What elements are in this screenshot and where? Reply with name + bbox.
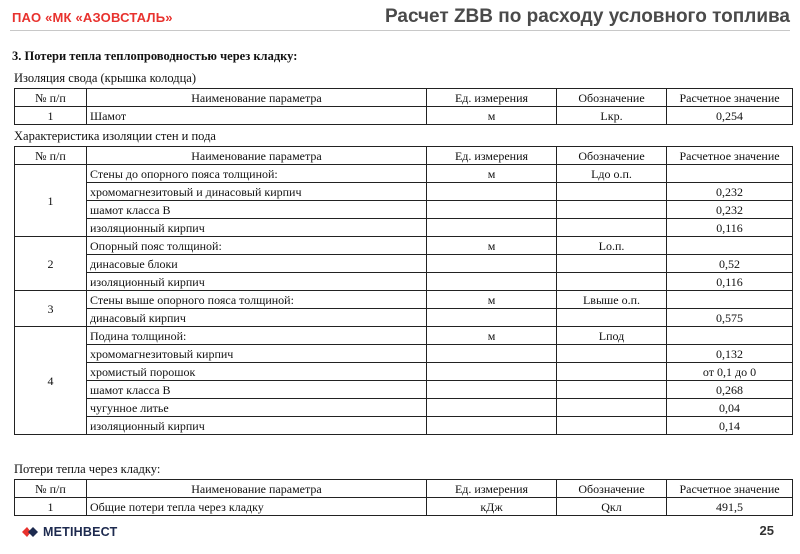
table3-caption: Потери тепла через кладку: [14, 462, 161, 476]
table-row [15, 273, 793, 291]
param-name: шамот класса В [87, 201, 427, 219]
param-symbol: Qкл [557, 498, 667, 516]
param-value: 0,232 [667, 183, 793, 201]
table-row [15, 183, 793, 201]
param-unit [427, 345, 557, 363]
param-symbol: Lо.п. [557, 237, 667, 255]
param-symbol [557, 201, 667, 219]
col-header-value: Расчетное значение [667, 147, 793, 165]
table-row [15, 291, 793, 309]
col-header-unit: Ед. измерения [427, 480, 557, 498]
param-unit: м [427, 165, 557, 183]
company-name: ПАО «МК «АЗОВСТАЛЬ» [12, 10, 173, 25]
param-value [667, 291, 793, 309]
header-row [15, 89, 793, 107]
param-value: от 0,1 до 0 [667, 363, 793, 381]
param-unit [427, 363, 557, 381]
col-header-symbol: Обозначение [557, 480, 667, 498]
param-name: Подина толщиной: [87, 327, 427, 345]
param-unit [427, 381, 557, 399]
table-row [15, 165, 793, 183]
param-value: 0,575 [667, 309, 793, 327]
col-header-symbol: Обозначение [557, 147, 667, 165]
group-num: 4 [15, 327, 87, 435]
group-num: 2 [15, 237, 87, 291]
param-symbol [557, 363, 667, 381]
param-unit [427, 201, 557, 219]
table-row [15, 345, 793, 363]
table-row [15, 498, 793, 516]
param-value: 0,116 [667, 219, 793, 237]
col-header-name: Наименование параметра [87, 480, 427, 498]
param-name: Стены до опорного пояса толщиной: [87, 165, 427, 183]
row-num: 1 [15, 498, 87, 516]
section-title: 3. Потери тепла теплопроводностью через кладку: [12, 49, 298, 63]
page-number: 25 [759, 523, 774, 538]
param-unit [427, 273, 557, 291]
insulation-roof-table [14, 88, 793, 125]
table-row [15, 381, 793, 399]
param-symbol [557, 417, 667, 435]
col-header-value: Расчетное значение [667, 480, 793, 498]
header-row [15, 147, 793, 165]
header-divider [10, 30, 790, 31]
param-name: Общие потери тепла через кладку [87, 498, 427, 516]
table1-caption: Изоляция свода (крышка колодца) [14, 71, 196, 85]
param-unit [427, 399, 557, 417]
table-row [15, 255, 793, 273]
col-header-num: № п/п [15, 147, 87, 165]
param-value [667, 237, 793, 255]
table-row [15, 327, 793, 345]
param-unit: м [427, 327, 557, 345]
param-name: динасовые блоки [87, 255, 427, 273]
table-row [15, 237, 793, 255]
param-symbol [557, 219, 667, 237]
param-unit [427, 219, 557, 237]
col-header-symbol: Обозначение [557, 89, 667, 107]
heat-loss-table [14, 479, 793, 516]
param-value: 0,52 [667, 255, 793, 273]
table-row [15, 417, 793, 435]
metinvest-logo-icon [22, 524, 40, 540]
col-header-name: Наименование параметра [87, 89, 427, 107]
param-name: хромомагнезитовый и динасовый кирпич [87, 183, 427, 201]
walls-floor-insulation-table [14, 146, 793, 435]
table-row [15, 201, 793, 219]
param-value [667, 327, 793, 345]
col-header-name: Наименование параметра [87, 147, 427, 165]
param-unit: кДж [427, 498, 557, 516]
param-value: 491,5 [667, 498, 793, 516]
param-symbol: Lвыше о.п. [557, 291, 667, 309]
table-row [15, 219, 793, 237]
param-unit: м [427, 107, 557, 125]
param-value: 0,254 [667, 107, 793, 125]
table-row [15, 363, 793, 381]
row-num: 1 [15, 107, 87, 125]
param-value: 0,116 [667, 273, 793, 291]
col-header-unit: Ед. измерения [427, 147, 557, 165]
param-symbol: Lкр. [557, 107, 667, 125]
table-row [15, 309, 793, 327]
param-symbol [557, 399, 667, 417]
group-num: 3 [15, 291, 87, 327]
param-symbol: Lдо о.п. [557, 165, 667, 183]
param-unit [427, 255, 557, 273]
logo-text: МЕТІНВЕСТ [43, 525, 118, 539]
param-symbol [557, 255, 667, 273]
metinvest-logo [22, 524, 117, 540]
param-name: изоляционный кирпич [87, 219, 427, 237]
param-unit: м [427, 291, 557, 309]
param-name: шамот класса В [87, 381, 427, 399]
param-symbol [557, 381, 667, 399]
param-unit: м [427, 237, 557, 255]
param-symbol: Lпод [557, 327, 667, 345]
param-unit [427, 183, 557, 201]
param-unit [427, 417, 557, 435]
param-value: 0,14 [667, 417, 793, 435]
param-symbol [557, 183, 667, 201]
group-num: 1 [15, 165, 87, 237]
param-name: изоляционный кирпич [87, 417, 427, 435]
param-symbol [557, 345, 667, 363]
col-header-num: № п/п [15, 89, 87, 107]
param-symbol [557, 309, 667, 327]
param-name: Шамот [87, 107, 427, 125]
param-name: Опорный пояс толщиной: [87, 237, 427, 255]
param-name: изоляционный кирпич [87, 273, 427, 291]
param-name: чугунное литье [87, 399, 427, 417]
table-row [15, 399, 793, 417]
param-value: 0,132 [667, 345, 793, 363]
param-value: 0,232 [667, 201, 793, 219]
param-value: 0,04 [667, 399, 793, 417]
col-header-unit: Ед. измерения [427, 89, 557, 107]
table-row [15, 107, 793, 125]
param-name: динасовый кирпич [87, 309, 427, 327]
param-name: Стены выше опорного пояса толщиной: [87, 291, 427, 309]
header-row [15, 480, 793, 498]
col-header-value: Расчетное значение [667, 89, 793, 107]
param-name: хромистый порошок [87, 363, 427, 381]
param-name: хромомагнезитовый кирпич [87, 345, 427, 363]
page-title: Расчет ZBB по расходу условного топлива [384, 6, 790, 27]
table2-caption: Характеристика изоляции стен и пода [14, 129, 216, 143]
param-value [667, 165, 793, 183]
col-header-num: № п/п [15, 480, 87, 498]
param-unit [427, 309, 557, 327]
param-value: 0,268 [667, 381, 793, 399]
param-symbol [557, 273, 667, 291]
